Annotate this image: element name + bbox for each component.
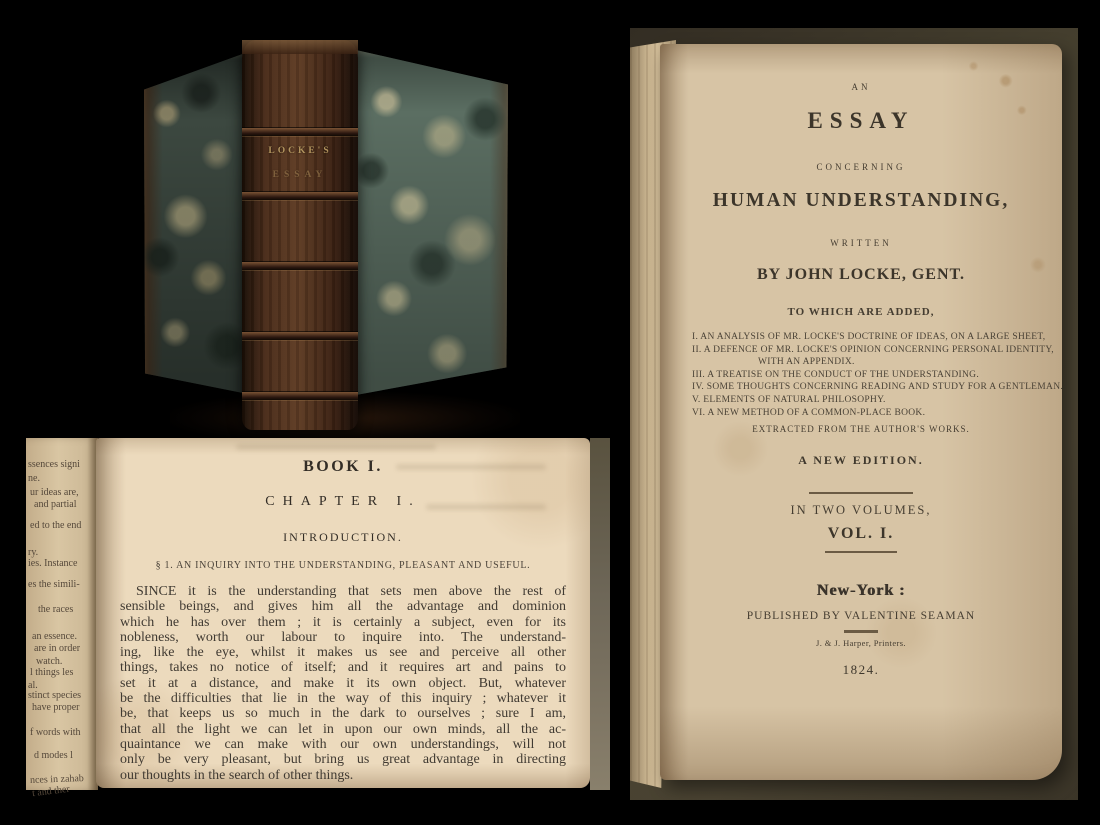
margin-fragment: ne. [28, 473, 40, 484]
leather-spine [242, 40, 358, 430]
paragraph-line: set it at a distance, and make it its own object. But, whatever [120, 675, 566, 691]
margin-fragment: and partial [34, 499, 77, 510]
paragraph-line: things, takes no notice of itself; and it requires art and pains to [120, 660, 566, 676]
paragraph-line: only be very pleasant, but bring us great advantage in directing [120, 752, 566, 768]
subtitle: HUMAN UNDERSTANDING, [712, 190, 1010, 211]
paragraph-line: nobleness, worth our labour to inquire into. The understand- [120, 629, 566, 645]
added-item: VI. A NEW METHOD OF A COMMON-PLACE BOOK. [692, 407, 926, 418]
added-item: IV. SOME THOUGHTS CONCERNING READING AND STUDY FOR A GENTLEMAN. [692, 382, 1064, 393]
volume-line: VOL. I. [827, 525, 895, 542]
title-page-photo [612, 0, 1100, 825]
book-heading: BOOK I. [303, 458, 383, 475]
marbled-board-right [356, 50, 508, 395]
imprint-city: New-York : [816, 582, 906, 599]
added-item: V. ELEMENTS OF NATURAL PHILOSOPHY. [692, 394, 886, 405]
paragraph-line: sensible beings, and gives him all the advantage and dominion [120, 599, 566, 615]
book-page [96, 438, 590, 788]
title-an: AN [851, 82, 871, 92]
margin-fragment: d modes l [34, 750, 73, 761]
added-item: III. A TREATISE ON THE CONDUCT OF THE UNDERSTANDING. [692, 369, 979, 380]
edition-line: A NEW EDITION. [798, 453, 924, 467]
spine-raised-band [242, 262, 358, 270]
title-page [660, 44, 1062, 780]
divider-rule [825, 551, 897, 553]
margin-fragment: have proper [32, 702, 80, 713]
written-label: WRITTEN [830, 238, 892, 248]
author-line: BY JOHN LOCKE, GENT. [756, 266, 966, 283]
added-item: WITH AN APPENDIX. [758, 357, 855, 368]
divider-rule [809, 492, 913, 494]
spine-raised-band [242, 332, 358, 340]
marbled-board-left [144, 52, 248, 394]
divider-rule [844, 630, 878, 633]
open-book-page-photo [0, 438, 612, 800]
show-through-text [236, 444, 436, 450]
margin-fragment: are in order [34, 643, 81, 654]
paragraph-line: ing, like the eye, whilst it makes us see and perceive all other [120, 645, 566, 661]
margin-fragment: f words with [30, 727, 81, 738]
spine-title-line2: ESSAY [272, 170, 328, 180]
chapter-heading: CHAPTER I. [265, 494, 421, 509]
margin-fragment: stinct species [28, 690, 82, 701]
margin-fragment: ies. Instance [28, 558, 78, 569]
main-title: ESSAY [807, 108, 915, 133]
paragraph-line: our thoughts in the search of other things. [120, 767, 354, 783]
spine-raised-band [242, 192, 358, 200]
margin-fragment: ur ideas are, [30, 487, 79, 498]
volumes-line: IN TWO VOLUMES, [790, 503, 932, 517]
margin-fragment: l things les [30, 667, 74, 678]
extracted-line: EXTRACTED FROM THE AUTHOR'S WORKS. [752, 424, 970, 434]
imprint-publisher: PUBLISHED BY VALENTINE SEAMAN [746, 610, 976, 622]
paragraph-line: be, that keeps us so much in the dark to ourselves ; sure I am, [120, 706, 566, 722]
paragraph-text [120, 584, 566, 783]
paragraph-line: that all the light we can let in upon our own minds, all the ac- [120, 721, 566, 737]
photo-edge-band [590, 438, 610, 790]
spine-raised-band [242, 392, 358, 400]
margin-fragment: ed to the end [30, 520, 82, 531]
paragraph-line: SINCE it is the understanding that sets men above the rest of [136, 584, 566, 599]
title-concerning: CONCERNING [816, 162, 906, 172]
added-heading: TO WHICH ARE ADDED, [787, 306, 935, 318]
margin-fragment: nces in zahab [29, 773, 85, 786]
margin-fragment: es the simili- [28, 579, 80, 590]
margin-fragment: al. [28, 680, 38, 691]
added-item: II. A DEFENCE OF MR. LOCKE'S OPINION CONCERNING PERSONAL IDENTITY, [692, 344, 1054, 355]
underlying-page-fragments [26, 438, 98, 800]
section-heading: INTRODUCTION. [283, 530, 403, 544]
paragraph-line: which he has over them ; it is certainly a subject, even for its [120, 614, 566, 630]
added-works-list [692, 331, 1064, 419]
margin-fragment: t and ther [31, 783, 71, 800]
paragraph-heading: § 1. AN INQUIRY INTO THE UNDERSTANDING, PLEASANT AND USEFUL. [155, 560, 531, 571]
spine-raised-band [242, 128, 358, 136]
margin-fragment: the races [38, 604, 74, 615]
paragraph-line: be the difficulties that lie in the way of this inquiry ; whatever it [120, 691, 566, 707]
imprint-printer: J. & J. Harper, Printers. [816, 638, 906, 648]
spine-headcap [242, 40, 358, 54]
margin-fragment: ry. [28, 547, 39, 558]
margin-fragment: ssences signi [28, 459, 80, 470]
added-item: I. AN ANALYSIS OF MR. LOCKE'S DOCTRINE OF IDEAS, ON A LARGE SHEET, [692, 332, 1046, 342]
imprint-year: 1824. [842, 662, 880, 677]
spine-title-line1: LOCKE'S [268, 146, 332, 156]
margin-fragment: an essence. [32, 631, 77, 642]
paragraph-line: quaintance we can make with our own understandings, will not [120, 736, 566, 752]
book-binding-photo [60, 0, 612, 436]
margin-fragment: watch. [36, 656, 63, 667]
